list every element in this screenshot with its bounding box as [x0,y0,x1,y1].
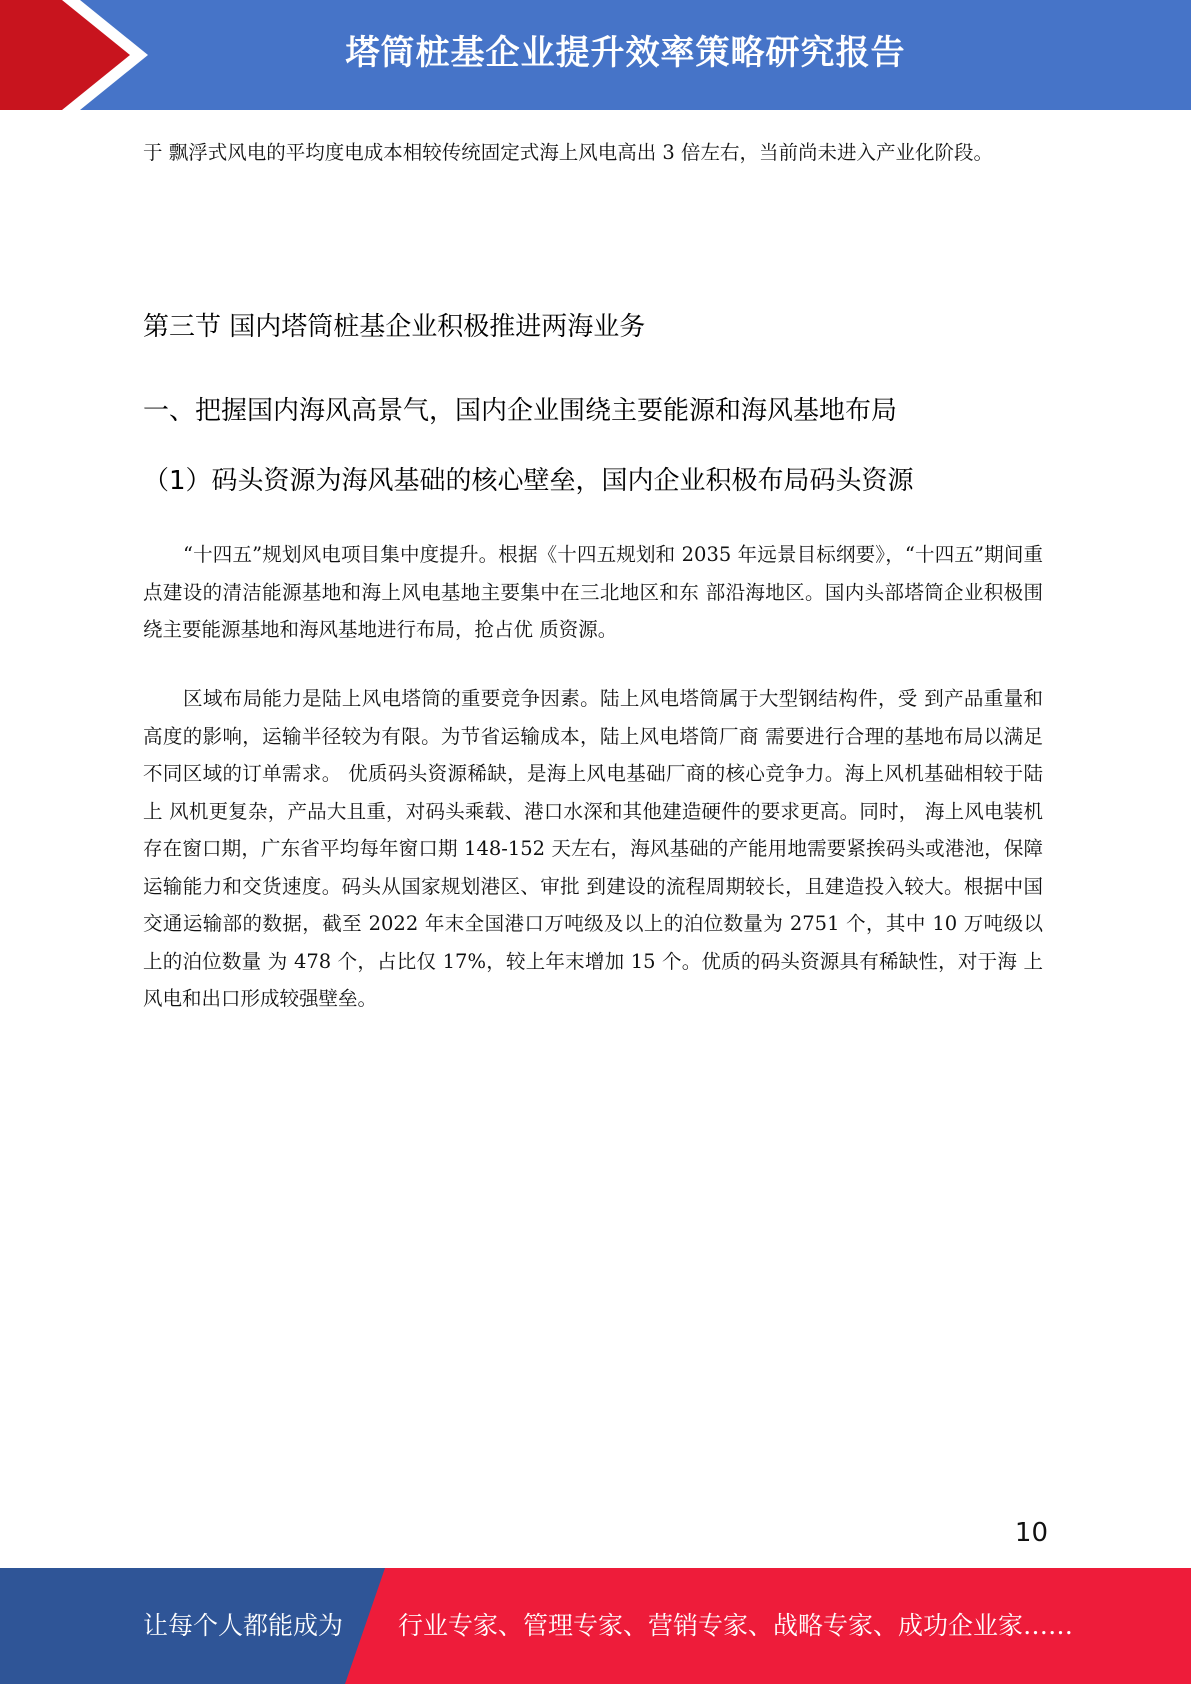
report-title: 塔筒桩基企业提升效率策略研究报告 [345,33,906,73]
body-paragraph-2: 区域布局能力是陆上风电塔筒的重要竞争因素。陆上风电塔筒属于大型钢结构件，受 到产品重量和高度的影响，运输半径较为有限。为节省运输成本，陆上风电塔筒厂商 需要进行合理的基地布局以满足不同区域的订单需求。 优质码头资源稀缺，是海上风电基础厂商的核心竞争力。海上风机基础相较于陆上 风机更复杂，产品大且重，对码头乘载、港口水深和其他建造硬件的要求更高。同时， 海上风电装机存在窗口期，广东省平均每年窗口期 148-152 天左右，海风基础的产能用地需要紧挨码头或港池，保障运输能力和交货速度。码头从国家规划港区、审批 到建设的流程周期较长，且建造投入较大。根据中国交通运输部的数据，截至 2022 年末全国港口万吨级及以上的泊位数量为 2751 个，其中 10 万吨级以上的泊位数量 为 478 个，占比仅 17%，较上年末增加 15 个。优质的码头资源具有稀缺性，对于海 上风电和出口形成较强壁垒。 [143,687,1043,1010]
page-number: 10 [1014,1518,1048,1548]
paragraph-block-1 [143,536,1043,649]
subsection-heading: 一、把握国内海风高景气，国内企业围绕主要能源和海风基地布局 [143,396,898,426]
footer-slogan-right: 行业专家、管理专家、营销专家、战略专家、成功企业家…… [398,1611,1074,1640]
footer-slogan-left: 让每个人都能成为 [143,1611,344,1640]
body-paragraph-1: “十四五”规划风电项目集中度提升。根据《十四五规划和 2035 年远景目标纲要》，“十四五”期间重点建设的清洁能源基地和海上风电基地主要集中在三北地区和东 部沿海地区。国内头部塔筒企业积极围绕主要能源基地和海风基地进行布局，抢占优 质资源。 [143,543,1043,641]
intro-paragraph: 于 飘浮式风电的平均度电成本相较传统固定式海上风电高出 3 倍左右，当前尚未进入产业化阶段。 [143,141,994,164]
header-banner [0,0,1191,110]
footer-banner [0,1568,1191,1684]
intro-paragraph-block [143,134,1043,172]
header-arrow-icon [0,0,150,110]
sub-subsection-heading: （1）码头资源为海风基础的核心壁垒，国内企业积极布局码头资源 [143,466,914,496]
section-heading: 第三节 国内塔筒桩基企业积极推进两海业务 [143,312,646,342]
paragraph-block-2 [143,680,1043,1018]
